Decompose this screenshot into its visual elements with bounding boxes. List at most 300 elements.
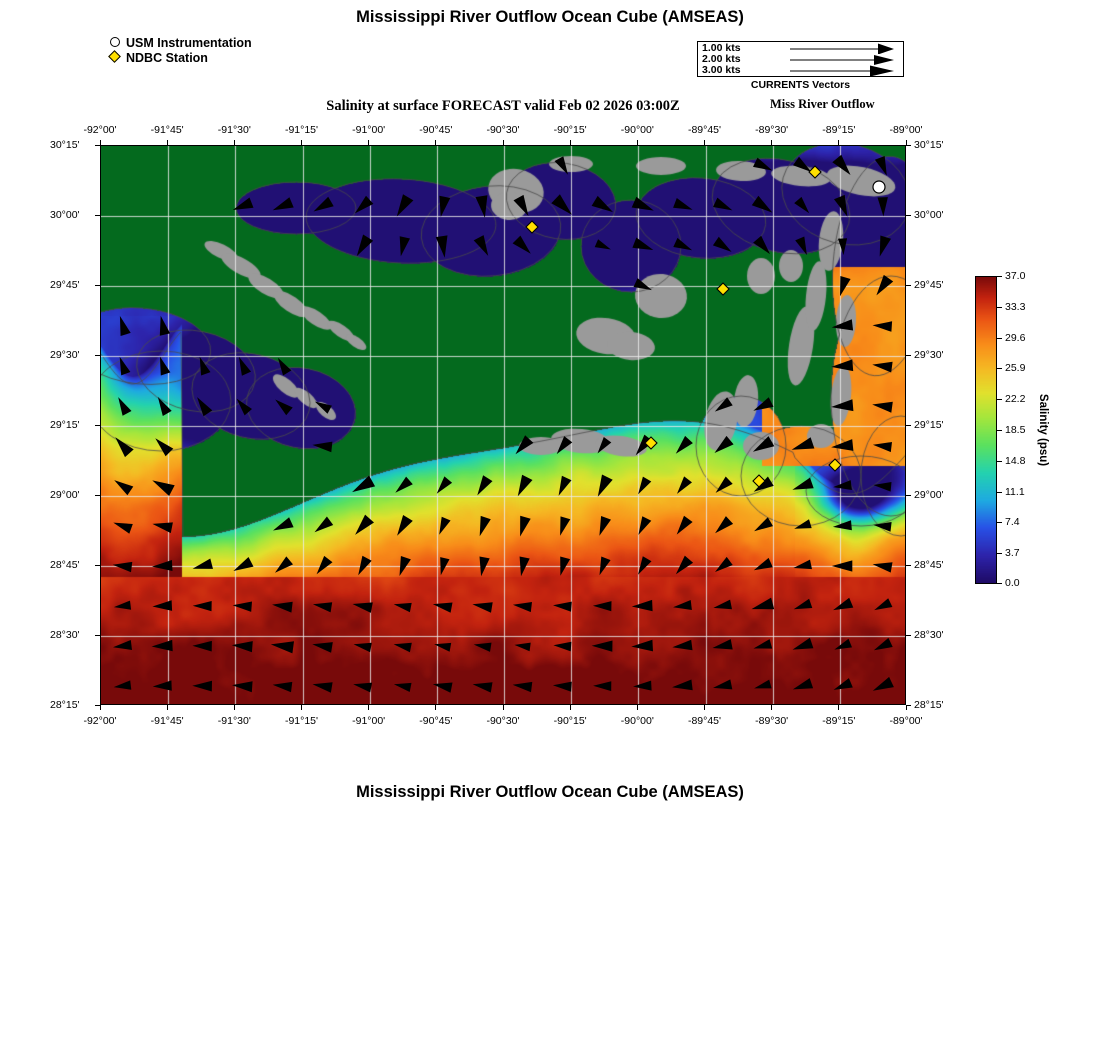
- current-vector-arrow: [315, 402, 332, 414]
- current-vector-arrow: [752, 598, 775, 610]
- vector-arrow-1-icon: [790, 43, 900, 54]
- current-vector-arrow: [599, 516, 611, 536]
- colorbar-tick-mark: [997, 276, 1002, 277]
- x-tick-label: -90°00': [620, 124, 654, 136]
- current-vector-arrow: [513, 236, 531, 254]
- current-vector-arrow: [713, 600, 732, 610]
- current-vector-arrow: [480, 557, 490, 577]
- current-vector-arrow: [672, 640, 692, 651]
- current-vector-arrow: [600, 557, 611, 576]
- current-vector-arrow: [439, 196, 450, 217]
- current-vector-arrow: [754, 680, 772, 689]
- current-vector-arrow: [155, 438, 173, 456]
- current-vector-arrow: [873, 442, 892, 452]
- x-tick-mark: [771, 705, 772, 710]
- x-tick-mark: [838, 705, 839, 710]
- x-tick-mark: [301, 705, 302, 710]
- current-vector-arrow: [114, 480, 133, 495]
- y-tick-label: 29°15': [50, 419, 80, 431]
- y-tick-label: 30°00': [914, 209, 944, 221]
- current-vector-arrow: [598, 437, 612, 454]
- current-vector-arrow: [673, 600, 692, 610]
- current-vector-arrow: [838, 238, 847, 255]
- colorbar-tick-mark: [997, 492, 1002, 493]
- current-vector-arrow: [397, 194, 414, 216]
- current-vector-arrow: [716, 477, 733, 493]
- colorbar-frame: [975, 276, 997, 584]
- current-vector-arrow: [795, 237, 807, 256]
- current-vector-arrow: [474, 235, 489, 256]
- current-vector-arrow: [275, 400, 293, 416]
- colorbar-tick-label: 37.0: [1005, 270, 1026, 282]
- current-vector-arrow: [400, 556, 411, 576]
- x-tick-label: -91°45': [150, 124, 184, 136]
- current-vector-arrow: [673, 198, 693, 210]
- y-tick-label: 29°15': [914, 419, 944, 431]
- current-vector-arrow: [118, 397, 131, 416]
- current-vector-arrow: [873, 677, 894, 691]
- colorbar-title: Salinity (psu): [1037, 393, 1049, 467]
- y-tick-mark: [906, 705, 911, 706]
- colorbar-tick-label: 7.4: [1005, 516, 1020, 529]
- current-vector-arrow: [152, 560, 173, 571]
- legend-item-ndbc: [108, 51, 252, 65]
- usm-instrumentation-marker[interactable]: [873, 181, 885, 193]
- current-vector-arrow: [754, 558, 773, 570]
- current-vector-arrow: [593, 681, 611, 691]
- current-vector-arrow: [555, 156, 569, 175]
- ndbc-station-marker[interactable]: [526, 221, 538, 233]
- current-vector-arrow: [153, 680, 172, 690]
- current-vector-arrow: [833, 520, 852, 530]
- y-tick-mark: [906, 355, 911, 356]
- current-vector-arrow: [192, 641, 212, 652]
- current-vector-arrow: [474, 643, 492, 652]
- current-vector-arrow: [200, 357, 211, 376]
- current-vector-arrow: [480, 516, 491, 536]
- current-vector-arrow: [633, 681, 652, 691]
- x-tick-label: -90°45': [419, 124, 453, 136]
- current-vector-arrow: [239, 357, 251, 376]
- current-vector-arrow: [354, 643, 372, 653]
- current-vector-arrow: [160, 357, 171, 376]
- y-tick-label: 28°15': [50, 699, 80, 711]
- current-vector-arrow: [876, 275, 893, 296]
- current-vector-arrow: [233, 198, 254, 211]
- x-tick-label: -89°00': [889, 124, 923, 136]
- current-vector-arrow: [831, 399, 853, 411]
- current-vector-arrow: [358, 556, 372, 576]
- current-vector-arrow: [275, 556, 293, 572]
- current-vector-arrow: [278, 358, 292, 376]
- current-vector-arrow: [357, 235, 373, 257]
- current-vector-arrow: [433, 603, 453, 613]
- vector-key-label: 2.00 kts: [702, 53, 741, 65]
- current-vector-arrow: [152, 640, 173, 651]
- current-vector-arrow: [793, 678, 813, 689]
- current-vector-arrow: [197, 397, 212, 416]
- current-vector-arrow: [638, 516, 651, 535]
- current-vector-arrow: [355, 196, 374, 214]
- current-vector-arrow: [832, 560, 853, 571]
- current-vector-arrow: [713, 237, 732, 252]
- current-vector-arrow: [831, 439, 853, 451]
- current-vector-arrow: [677, 516, 693, 535]
- current-vector-arrow: [880, 236, 891, 257]
- y-tick-label: 30°15': [50, 139, 80, 151]
- current-vector-arrow: [677, 476, 692, 494]
- current-vector-arrow: [551, 194, 572, 214]
- current-vector-arrow: [673, 238, 692, 250]
- x-tick-label: -89°15': [822, 715, 856, 727]
- current-vector-arrow: [114, 601, 131, 610]
- current-vector-arrow: [477, 475, 492, 495]
- current-vector-arrow: [553, 602, 572, 612]
- current-vector-arrow: [440, 557, 449, 575]
- x-tick-mark: [100, 705, 101, 710]
- x-tick-label: -89°30': [755, 124, 789, 136]
- current-vector-arrow: [397, 515, 413, 536]
- current-vector-arrow: [193, 559, 213, 569]
- x-tick-label: -90°00': [620, 715, 654, 727]
- current-vector-arrow: [152, 480, 174, 496]
- current-vector-arrow: [158, 397, 172, 416]
- open-circle-marker-icon: [108, 36, 126, 50]
- current-vector-arrow: [436, 235, 448, 257]
- current-vector-arrow: [312, 642, 333, 653]
- x-tick-label: -90°30': [486, 715, 520, 727]
- current-vector-arrow: [713, 639, 733, 649]
- current-vector-arrow: [273, 517, 294, 530]
- x-tick-mark: [368, 705, 369, 710]
- current-vector-arrow: [753, 236, 770, 254]
- current-vector-arrow: [113, 562, 133, 572]
- current-vector-arrow: [593, 601, 612, 611]
- y-tick-label: 30°00': [50, 209, 80, 221]
- current-vector-arrow: [313, 682, 333, 693]
- vector-arrow-3-icon: [790, 65, 900, 76]
- y-tick-label: 29°45': [914, 279, 944, 291]
- current-vector-arrow: [713, 679, 732, 689]
- current-vector-arrow: [433, 683, 453, 693]
- current-vector-arrow: [520, 557, 530, 577]
- current-vector-arrow: [317, 556, 333, 574]
- current-vector-arrow: [152, 522, 173, 533]
- marker-legend: [108, 36, 252, 66]
- current-vector-arrow: [472, 602, 492, 613]
- y-tick-label: 28°30': [50, 629, 80, 641]
- current-vector-arrow: [631, 640, 653, 652]
- x-tick-label: -92°00': [83, 124, 117, 136]
- current-vector-arrow: [232, 681, 253, 692]
- current-vector-arrow: [753, 397, 773, 411]
- current-vector-arrow: [833, 480, 852, 490]
- y-tick-label: 28°15': [914, 699, 944, 711]
- x-tick-label: -91°00': [352, 124, 386, 136]
- current-vector-arrow: [514, 643, 530, 652]
- x-tick-label: -89°45': [687, 715, 722, 727]
- x-tick-label: -90°15': [553, 124, 587, 136]
- current-vector-arrow: [476, 195, 488, 218]
- current-vector-arrow: [160, 316, 170, 336]
- vector-key-row-3: [698, 65, 903, 76]
- current-vector-arrow: [713, 198, 732, 211]
- current-vector-arrow: [353, 602, 373, 613]
- current-vector-arrow: [834, 195, 847, 217]
- current-vector-arrow: [792, 478, 813, 490]
- current-vector-arrow: [753, 436, 774, 452]
- current-vector-arrow: [553, 682, 572, 692]
- colorbar-tick-label: 18.5: [1005, 424, 1026, 436]
- current-vector-arrow: [794, 599, 813, 610]
- current-vector-arrow: [872, 402, 893, 413]
- current-vector-arrow: [715, 436, 734, 453]
- current-vector-arrow: [514, 195, 529, 216]
- current-vector-arrow: [272, 602, 293, 613]
- colorbar-tick-mark: [997, 583, 1002, 584]
- legend-item-label: NDBC Station: [126, 51, 208, 65]
- colorbar-tick-label: 0.0: [1005, 577, 1020, 589]
- currents-vector-key: [697, 41, 904, 77]
- x-tick-label: -91°30': [217, 124, 251, 136]
- x-tick-label: -90°30': [486, 124, 520, 136]
- current-vector-arrow: [395, 477, 413, 493]
- current-vector-arrow: [394, 643, 412, 652]
- colorbar-tick-mark: [997, 307, 1002, 308]
- colorbar-tick-label: 25.9: [1005, 362, 1026, 375]
- y-tick-mark: [906, 635, 911, 636]
- current-vector-arrow: [754, 517, 773, 531]
- current-vector-arrow: [120, 357, 131, 376]
- current-vector-arrow: [632, 238, 653, 251]
- current-vector-arrow: [632, 600, 653, 611]
- current-vector-arrow: [437, 476, 452, 493]
- footer-title: Mississippi River Outflow Ocean Cube (AMSEAS): [356, 783, 744, 801]
- page-title: Mississippi River Outflow Ocean Cube (AMSEAS): [356, 8, 744, 26]
- current-vector-arrow: [875, 156, 887, 176]
- y-tick-mark: [906, 495, 911, 496]
- current-vector-arrow: [114, 680, 132, 689]
- y-tick-label: 28°30': [914, 629, 944, 641]
- current-vector-arrow: [873, 522, 891, 532]
- x-tick-label: -91°15': [284, 715, 319, 727]
- current-vector-arrow: [794, 197, 809, 213]
- outflow-annotation: Miss River Outflow: [770, 97, 875, 111]
- x-tick-label: -91°45': [150, 715, 184, 727]
- vector-key-label: 1.00 kts: [702, 42, 741, 54]
- current-vector-arrow: [834, 639, 852, 650]
- current-vector-arrow: [878, 197, 888, 216]
- legend-item-label: USM Instrumentation: [126, 36, 252, 50]
- colorbar-tick-label: 3.7: [1005, 547, 1020, 560]
- y-tick-label: 30°15': [914, 139, 944, 151]
- current-vector-arrow: [518, 475, 533, 497]
- current-vector-arrow: [872, 362, 892, 373]
- current-vector-arrow: [840, 276, 851, 296]
- vector-key-label: 3.00 kts: [702, 64, 741, 76]
- current-vector-arrow: [592, 196, 613, 212]
- current-vector-arrow: [715, 516, 733, 533]
- current-vector-arrow: [753, 158, 772, 171]
- current-vector-arrow: [632, 197, 654, 211]
- current-vector-arrow: [752, 196, 773, 213]
- current-vector-arrow: [232, 641, 253, 652]
- current-vector-arrow: [834, 678, 853, 690]
- current-vector-arrow: [152, 600, 172, 611]
- ndbc-station-marker[interactable]: [809, 166, 821, 178]
- current-vector-arrow: [312, 442, 332, 453]
- y-tick-mark: [906, 215, 911, 216]
- x-tick-mark: [570, 705, 571, 710]
- current-vector-arrow: [113, 523, 133, 534]
- x-tick-label: -91°30': [217, 715, 251, 727]
- current-vector-arrow: [715, 397, 733, 411]
- x-tick-label: -89°30': [755, 715, 789, 727]
- current-vector-arrow: [557, 436, 573, 454]
- y-tick-label: 28°45': [50, 559, 80, 571]
- current-vector-arrow: [352, 476, 375, 493]
- current-vector-arrow: [192, 681, 212, 692]
- current-vector-arrow: [672, 680, 693, 691]
- current-vector-arrow: [560, 557, 570, 576]
- current-vector-arrow: [833, 598, 853, 610]
- current-vector-arrow: [832, 319, 853, 330]
- current-vector-arrow: [793, 157, 811, 172]
- current-vector-arrow: [634, 278, 652, 290]
- y-tick-label: 29°30': [50, 349, 80, 361]
- y-tick-label: 28°45': [914, 559, 944, 571]
- salinity-map[interactable]: [100, 145, 906, 705]
- x-tick-label: -90°15': [553, 715, 587, 727]
- legend-item-usm: [108, 36, 252, 50]
- current-vector-arrow: [832, 155, 850, 175]
- colorbar-tick-mark: [997, 461, 1002, 462]
- current-vector-arrow: [794, 519, 812, 529]
- current-vector-arrow: [353, 683, 372, 693]
- current-vector-arrow: [638, 477, 651, 495]
- current-vector-arrow: [313, 602, 332, 612]
- current-vector-arrow: [233, 557, 253, 571]
- ndbc-station-marker[interactable]: [717, 283, 729, 295]
- x-tick-mark: [704, 705, 705, 710]
- y-tick-label: 29°00': [50, 489, 80, 501]
- current-vector-arrow: [831, 359, 853, 371]
- current-vector-arrow: [315, 517, 334, 533]
- current-vector-arrow: [873, 321, 893, 332]
- colorbar-tick-mark: [997, 368, 1002, 369]
- map-overlay-vectors: [101, 146, 906, 705]
- current-vector-arrow: [792, 437, 815, 450]
- vector-arrow-2-icon: [790, 54, 900, 65]
- y-tick-label: 29°45': [50, 279, 80, 291]
- x-tick-mark: [435, 705, 436, 710]
- x-tick-mark: [234, 705, 235, 710]
- x-tick-label: -89°15': [822, 124, 856, 136]
- current-vector-arrow: [595, 239, 611, 249]
- x-tick-mark: [906, 705, 907, 710]
- x-tick-label: -90°45': [419, 715, 453, 727]
- current-vector-arrow: [439, 517, 450, 535]
- current-vector-arrow: [874, 638, 893, 650]
- x-tick-label: -89°00': [889, 715, 923, 727]
- colorbar-tick-label: 33.3: [1005, 300, 1026, 313]
- current-vector-arrow: [434, 643, 451, 652]
- ndbc-station-marker[interactable]: [829, 459, 841, 471]
- y-tick-mark: [906, 285, 911, 286]
- current-vector-arrow: [273, 682, 293, 692]
- current-vector-arrow: [676, 556, 693, 575]
- current-vector-arrow: [873, 562, 893, 572]
- current-vector-arrow: [793, 560, 812, 570]
- colorbar-tick-label: 29.6: [1005, 331, 1026, 344]
- x-tick-mark: [167, 705, 168, 710]
- current-vector-arrow: [115, 437, 133, 457]
- current-vector-arrow: [638, 556, 652, 575]
- current-vector-arrow: [394, 603, 412, 612]
- colorbar-tick-mark: [997, 522, 1002, 523]
- current-vector-arrow: [513, 602, 532, 612]
- x-tick-mark: [637, 705, 638, 710]
- colorbar-tick-mark: [997, 338, 1002, 339]
- current-vector-arrow: [193, 601, 212, 611]
- current-vector-arrow: [314, 197, 334, 212]
- current-vector-arrow: [271, 641, 294, 653]
- colorbar-tick-label: 14.8: [1005, 454, 1026, 467]
- current-vector-arrow: [715, 557, 733, 572]
- yellow-diamond-marker-icon: [108, 51, 126, 65]
- current-vector-arrow: [237, 399, 252, 416]
- current-vector-arrow: [273, 197, 294, 210]
- current-vector-arrow: [560, 516, 570, 535]
- x-tick-label: -89°45': [687, 124, 722, 136]
- current-vector-arrow: [598, 475, 613, 497]
- x-tick-label: -91°00': [352, 715, 386, 727]
- colorbar-tick-mark: [997, 553, 1002, 554]
- current-vector-arrow: [394, 683, 412, 692]
- vector-key-caption: CURRENTS Vectors: [750, 79, 851, 91]
- current-vector-arrow: [113, 640, 132, 650]
- colorbar-tick-label: 11.1: [1005, 485, 1025, 498]
- current-vector-arrow: [120, 316, 131, 336]
- current-vector-arrow: [553, 642, 571, 652]
- colorbar-tick-label: 22.2: [1005, 393, 1026, 406]
- colorbar-tick-mark: [997, 399, 1002, 400]
- map-subtitle: Salinity at surface FORECAST valid Feb 02 2026 03:00Z: [326, 98, 680, 114]
- y-tick-mark: [906, 425, 911, 426]
- x-tick-label: -91°15': [284, 124, 319, 136]
- current-vector-arrow: [874, 598, 892, 610]
- current-vector-arrow: [400, 236, 410, 256]
- x-tick-label: -92°00': [83, 715, 117, 727]
- current-vector-arrow: [754, 639, 773, 649]
- current-vector-arrow: [873, 482, 891, 492]
- colorbar-tick-mark: [997, 430, 1002, 431]
- y-tick-mark: [906, 145, 911, 146]
- current-vector-arrow: [793, 638, 814, 650]
- current-vector-arrow: [355, 515, 374, 535]
- current-vector-arrow: [473, 682, 493, 692]
- x-tick-mark: [503, 705, 504, 710]
- current-vector-arrow: [233, 602, 252, 612]
- current-vector-arrow: [559, 476, 572, 496]
- current-vector-arrow: [513, 682, 533, 692]
- y-tick-label: 29°00': [914, 489, 944, 501]
- current-vector-arrow: [516, 435, 534, 454]
- y-tick-label: 29°30': [914, 349, 944, 361]
- y-tick-mark: [906, 565, 911, 566]
- current-vector-arrow: [592, 641, 613, 652]
- current-vector-arrow: [520, 516, 531, 537]
